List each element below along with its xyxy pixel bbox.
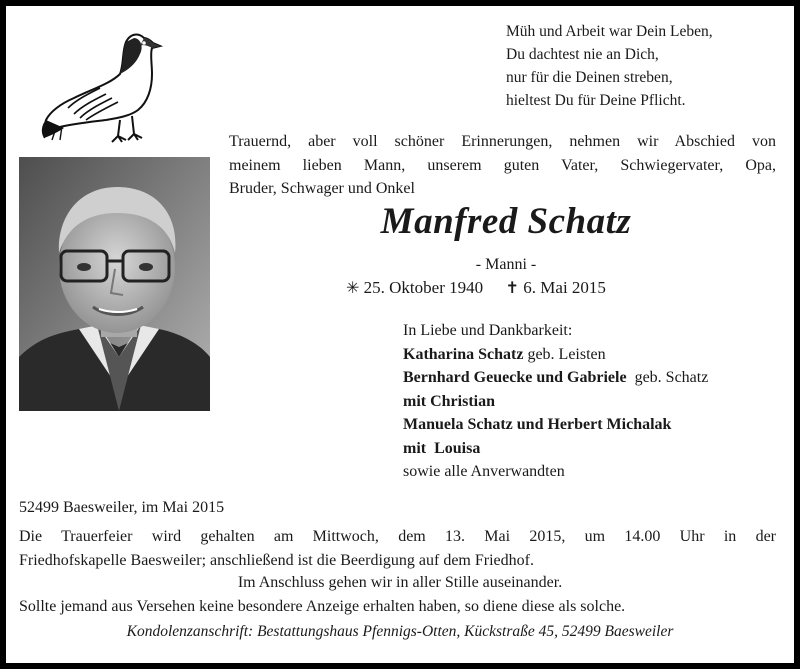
portrait-photo	[19, 157, 210, 411]
stille-note: Im Anschluss gehen wir in aller Stille auseinander.	[237, 574, 563, 591]
obituary-card	[6, 6, 794, 663]
poem-line: hieltest Du für Deine Pflicht.	[506, 92, 686, 109]
funeral-line: Die Trauerfeier wird gehalten am Mittwoch, dem 13. Mai 2015, um 14.00 Uhr in der	[19, 528, 776, 545]
death-date: 6. Mai 2015	[523, 278, 606, 297]
poem-line: Müh und Arbeit war Dein Leben,	[506, 23, 713, 40]
intro-line: meinem lieben Mann, unserem guten Vater, Schwiegervater, Opa,	[229, 156, 776, 174]
family-heading: In Liebe und Dankbarkeit:	[403, 322, 573, 339]
family-line: mit Christian	[403, 392, 495, 410]
intro-line: Bruder, Schwager und Onkel	[229, 180, 415, 197]
pigeon-icon	[40, 24, 180, 148]
intro-line: Trauernd, aber voll schöner Erinnerungen, nehmen wir Abschied von	[229, 133, 776, 150]
place-date: 52499 Baesweiler, im Mai 2015	[19, 499, 225, 516]
star-icon: ✳	[346, 278, 360, 297]
versehen-note: Sollte jemand aus Versehen keine besondere Anzeige erhalten haben, so diene diese als solche.	[19, 598, 626, 615]
portrait-image	[19, 157, 210, 411]
family-line: sowie alle Anverwandten	[403, 463, 565, 480]
funeral-line: Friedhofskapelle Baesweiler; anschließend ist die Beerdigung auf dem Friedhof.	[19, 551, 534, 569]
birth-date: 25. Oktober 1940	[363, 278, 484, 297]
poem	[506, 20, 786, 112]
deceased-nickname: - Manni -	[475, 256, 537, 273]
condolence-address: Kondolenzanschrift: Bestattungshaus Pfennigs-Otten, Kückstraße 45, 52499 Baesweiler	[126, 623, 674, 640]
family-line: Bernhard Geuecke und Gabriele geb. Schatz	[403, 369, 709, 386]
cross-icon: ✝	[505, 278, 520, 297]
family-line: Katharina Schatz geb. Leisten	[403, 345, 606, 363]
intro-text	[229, 130, 776, 201]
life-dates	[346, 278, 606, 298]
funeral-info	[19, 525, 776, 572]
poem-line: Du dachtest nie an Dich,	[506, 46, 659, 63]
family-line: mit Louisa	[403, 439, 481, 457]
family-line: Manuela Schatz und Herbert Michalak	[403, 416, 672, 433]
poem-line: nur für die Deinen streben,	[506, 69, 673, 86]
deceased-name: Manfred Schatz	[380, 201, 632, 242]
family-list	[403, 319, 783, 484]
